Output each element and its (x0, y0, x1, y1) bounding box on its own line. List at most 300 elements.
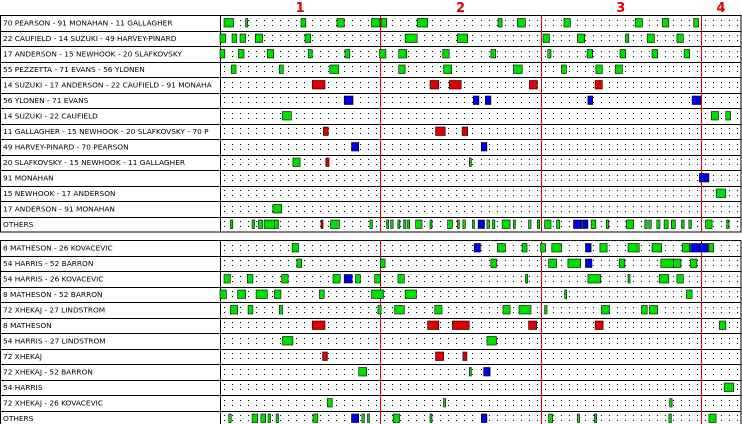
minute-dot (376, 128, 377, 129)
minute-dot (288, 312, 289, 313)
minute-dot (729, 180, 730, 181)
minute-dot (529, 369, 530, 370)
minute-dot (633, 206, 634, 207)
minute-dot (304, 221, 305, 222)
minute-dot (665, 327, 666, 328)
minute-dot (288, 353, 289, 354)
shift-mark-green (264, 220, 275, 229)
minute-dot (625, 265, 626, 266)
minute-dot (737, 20, 738, 21)
minute-dot (376, 144, 377, 145)
minute-dot (505, 281, 506, 282)
minute-dot (593, 343, 594, 344)
shift-mark-green (232, 34, 237, 43)
minute-dot (328, 281, 329, 282)
minute-dot (577, 144, 578, 145)
minute-dot (248, 56, 249, 57)
grid-layer (0, 15, 741, 424)
minute-dot (344, 221, 345, 222)
minute-dot (392, 307, 393, 308)
minute-dot (312, 71, 313, 72)
minute-dot (392, 260, 393, 261)
minute-dot (272, 195, 273, 196)
minute-dot (376, 245, 377, 246)
shift-mark-blue (485, 96, 491, 105)
minute-dot (224, 353, 225, 354)
minute-dot (304, 113, 305, 114)
minute-dot (232, 82, 233, 83)
minute-dot (657, 291, 658, 292)
minute-dot (721, 291, 722, 292)
minute-dot (248, 87, 249, 88)
minute-dot (497, 343, 498, 344)
minute-dot (577, 66, 578, 67)
minute-dot (649, 353, 650, 354)
minute-dot (352, 211, 353, 212)
minute-dot (537, 312, 538, 313)
minute-dot (625, 415, 626, 416)
shift-mark-green (615, 65, 622, 74)
minute-dot (689, 400, 690, 401)
minute-dot (553, 206, 554, 207)
minute-dot (432, 51, 433, 52)
minute-dot (248, 20, 249, 21)
minute-dot (529, 71, 530, 72)
minute-dot (456, 190, 457, 191)
minute-dot (368, 221, 369, 222)
minute-dot (400, 245, 401, 246)
minute-dot (240, 353, 241, 354)
minute-dot (352, 374, 353, 375)
minute-dot (697, 296, 698, 297)
minute-dot (392, 113, 393, 114)
minute-dot (601, 180, 602, 181)
minute-dot (553, 211, 554, 212)
minute-dot (240, 149, 241, 150)
minute-dot (609, 420, 610, 421)
minute-dot (416, 56, 417, 57)
minute-dot (481, 35, 482, 36)
minute-dot (673, 118, 674, 119)
minute-dot (673, 374, 674, 375)
minute-dot (384, 415, 385, 416)
minute-dot (553, 369, 554, 370)
minute-dot (464, 276, 465, 277)
minute-dot (264, 307, 265, 308)
minute-dot (569, 40, 570, 41)
minute-dot (481, 374, 482, 375)
minute-dot (392, 56, 393, 57)
row-label: 8 MATHESON (3, 320, 52, 330)
minute-dot (408, 400, 409, 401)
minute-dot (400, 40, 401, 41)
row-label: OTHERS (3, 219, 34, 229)
minute-dot (537, 281, 538, 282)
minute-dot (505, 343, 506, 344)
shift-mark-green (727, 220, 729, 229)
minute-dot (561, 281, 562, 282)
minute-dot (689, 175, 690, 176)
minute-dot (320, 353, 321, 354)
minute-dot (665, 102, 666, 103)
minute-dot (232, 296, 233, 297)
minute-dot (272, 25, 273, 26)
minute-dot (328, 226, 329, 227)
minute-dot (296, 102, 297, 103)
minute-dot (432, 369, 433, 370)
minute-dot (633, 291, 634, 292)
minute-dot (336, 400, 337, 401)
minute-dot (633, 307, 634, 308)
minute-dot (641, 40, 642, 41)
minute-dot (489, 66, 490, 67)
minute-dot (224, 164, 225, 165)
minute-dot (416, 400, 417, 401)
minute-dot (657, 66, 658, 67)
minute-dot (344, 71, 345, 72)
minute-dot (641, 291, 642, 292)
shift-mark-green (557, 220, 560, 229)
minute-dot (569, 374, 570, 375)
minute-dot (456, 307, 457, 308)
minute-dot (344, 353, 345, 354)
minute-dot (593, 420, 594, 421)
minute-dot (609, 159, 610, 160)
minute-dot (689, 374, 690, 375)
minute-dot (665, 82, 666, 83)
minute-dot (737, 281, 738, 282)
minute-dot (649, 149, 650, 150)
minute-dot (296, 296, 297, 297)
minute-dot (304, 164, 305, 165)
minute-dot (416, 144, 417, 145)
shift-mark-green (537, 220, 539, 229)
minute-dot (601, 159, 602, 160)
minute-dot (448, 291, 449, 292)
shift-mark-green (375, 275, 381, 284)
minute-dot (601, 211, 602, 212)
minute-dot (529, 159, 530, 160)
minute-dot (553, 195, 554, 196)
minute-dot (432, 353, 433, 354)
minute-dot (472, 296, 473, 297)
minute-dot (497, 180, 498, 181)
minute-dot (561, 206, 562, 207)
minute-dot (416, 82, 417, 83)
minute-dot (272, 82, 273, 83)
minute-dot (344, 175, 345, 176)
minute-dot (577, 128, 578, 129)
minute-dot (248, 71, 249, 72)
minute-dot (352, 250, 353, 251)
minute-dot (497, 118, 498, 119)
minute-dot (248, 369, 249, 370)
minute-dot (689, 25, 690, 26)
minute-dot (657, 164, 658, 165)
minute-dot (721, 128, 722, 129)
minute-dot (328, 66, 329, 67)
minute-dot (344, 82, 345, 83)
minute-dot (705, 51, 706, 52)
minute-dot (328, 211, 329, 212)
minute-dot (280, 180, 281, 181)
minute-dot (649, 97, 650, 98)
minute-dot (288, 164, 289, 165)
minute-dot (609, 133, 610, 134)
minute-dot (625, 322, 626, 323)
minute-dot (408, 102, 409, 103)
shift-mark-green (677, 34, 683, 43)
minute-dot (344, 327, 345, 328)
minute-dot (272, 144, 273, 145)
minute-dot (649, 56, 650, 57)
minute-dot (649, 374, 650, 375)
minute-dot (384, 159, 385, 160)
shift-mark-green (404, 220, 406, 229)
minute-dot (360, 343, 361, 344)
shift-mark-green (562, 65, 567, 74)
minute-dot (593, 51, 594, 52)
minute-dot (609, 25, 610, 26)
minute-dot (569, 128, 570, 129)
minute-dot (384, 87, 385, 88)
minute-dot (224, 400, 225, 401)
minute-dot (360, 338, 361, 339)
minute-dot (553, 97, 554, 98)
minute-dot (280, 400, 281, 401)
minute-dot (240, 97, 241, 98)
minute-dot (601, 206, 602, 207)
minute-dot (737, 260, 738, 261)
minute-dot (464, 374, 465, 375)
minute-dot (585, 144, 586, 145)
minute-dot (448, 374, 449, 375)
minute-dot (721, 260, 722, 261)
minute-dot (368, 250, 369, 251)
shift-mark-green (517, 19, 525, 28)
minute-dot (288, 51, 289, 52)
minute-dot (240, 343, 241, 344)
minute-dot (424, 353, 425, 354)
minute-dot (440, 118, 441, 119)
minute-dot (609, 118, 610, 119)
minute-dot (569, 291, 570, 292)
minute-dot (713, 384, 714, 385)
minute-dot (593, 245, 594, 246)
minute-dot (609, 358, 610, 359)
minute-dot (472, 40, 473, 41)
minute-dot (240, 420, 241, 421)
minute-dot (689, 40, 690, 41)
minute-dot (625, 307, 626, 308)
minute-dot (304, 82, 305, 83)
minute-dot (617, 307, 618, 308)
minute-dot (641, 82, 642, 83)
minute-dot (585, 206, 586, 207)
minute-dot (384, 358, 385, 359)
shift-mark-green (405, 34, 417, 43)
minute-dot (737, 66, 738, 67)
minute-dot (272, 291, 273, 292)
minute-dot (617, 195, 618, 196)
minute-dot (657, 327, 658, 328)
minute-dot (737, 25, 738, 26)
minute-dot (296, 353, 297, 354)
minute-dot (697, 113, 698, 114)
minute-dot (673, 144, 674, 145)
minute-dot (280, 415, 281, 416)
minute-dot (673, 40, 674, 41)
minute-dot (232, 343, 233, 344)
minute-dot (577, 102, 578, 103)
minute-dot (368, 190, 369, 191)
minute-dot (721, 226, 722, 227)
minute-dot (689, 118, 690, 119)
minute-dot (705, 343, 706, 344)
minute-dot (529, 102, 530, 103)
minute-dot (392, 133, 393, 134)
minute-dot (569, 250, 570, 251)
minute-dot (633, 82, 634, 83)
minute-dot (376, 113, 377, 114)
minute-dot (288, 296, 289, 297)
minute-dot (577, 291, 578, 292)
minute-dot (593, 338, 594, 339)
minute-dot (384, 40, 385, 41)
minute-dot (737, 206, 738, 207)
minute-dot (336, 113, 337, 114)
shift-mark-green (716, 189, 726, 198)
minute-dot (232, 250, 233, 251)
minute-dot (529, 296, 530, 297)
minute-dot (513, 322, 514, 323)
minute-dot (376, 384, 377, 385)
minute-dot (737, 51, 738, 52)
minute-dot (344, 291, 345, 292)
minute-dot (641, 405, 642, 406)
minute-dot (296, 369, 297, 370)
minute-dot (248, 353, 249, 354)
minute-dot (376, 195, 377, 196)
minute-dot (352, 206, 353, 207)
minute-dot (545, 159, 546, 160)
minute-dot (609, 245, 610, 246)
minute-dot (240, 144, 241, 145)
minute-dot (408, 322, 409, 323)
minute-dot (577, 384, 578, 385)
minute-dot (376, 250, 377, 251)
minute-dot (529, 211, 530, 212)
minute-dot (232, 245, 233, 246)
minute-dot (673, 164, 674, 165)
minute-dot (481, 327, 482, 328)
minute-dot (625, 87, 626, 88)
panel-1-frame (1, 16, 742, 233)
minute-dot (585, 389, 586, 390)
minute-dot (424, 415, 425, 416)
minute-dot (248, 226, 249, 227)
minute-dot (344, 149, 345, 150)
minute-dot (256, 56, 257, 57)
minute-dot (537, 374, 538, 375)
minute-dot (296, 97, 297, 98)
minute-dot (497, 420, 498, 421)
minute-dot (697, 128, 698, 129)
minute-dot (641, 343, 642, 344)
minute-dot (737, 144, 738, 145)
minute-dot (456, 384, 457, 385)
minute-dot (497, 358, 498, 359)
minute-dot (577, 245, 578, 246)
minute-dot (713, 56, 714, 57)
shift-mark-red (452, 321, 469, 330)
minute-dot (368, 66, 369, 67)
minute-dot (376, 190, 377, 191)
minute-dot (553, 190, 554, 191)
minute-dot (665, 113, 666, 114)
minute-dot (336, 307, 337, 308)
minute-dot (464, 211, 465, 212)
shift-mark-green (238, 50, 244, 59)
minute-dot (472, 211, 473, 212)
minute-dot (537, 159, 538, 160)
minute-dot (448, 415, 449, 416)
minute-dot (529, 276, 530, 277)
minute-dot (344, 87, 345, 88)
minute-dot (280, 164, 281, 165)
minute-dot (505, 291, 506, 292)
minute-dot (609, 260, 610, 261)
shift-mark-green (650, 306, 658, 315)
minute-dot (232, 338, 233, 339)
minute-dot (697, 175, 698, 176)
minute-dot (577, 25, 578, 26)
minute-dot (224, 128, 225, 129)
minute-dot (593, 20, 594, 21)
minute-dot (665, 384, 666, 385)
minute-dot (561, 113, 562, 114)
minute-dot (248, 211, 249, 212)
minute-dot (264, 128, 265, 129)
minute-dot (456, 180, 457, 181)
minute-dot (721, 405, 722, 406)
minute-dot (224, 175, 225, 176)
minute-dot (737, 149, 738, 150)
minute-dot (737, 245, 738, 246)
minute-dot (424, 245, 425, 246)
minute-dot (697, 164, 698, 165)
minute-dot (304, 276, 305, 277)
minute-dot (392, 206, 393, 207)
minute-dot (649, 384, 650, 385)
minute-dot (400, 343, 401, 344)
minute-dot (328, 420, 329, 421)
minute-dot (609, 369, 610, 370)
minute-dot (593, 327, 594, 328)
minute-dot (529, 66, 530, 67)
minute-dot (472, 87, 473, 88)
minute-dot (304, 312, 305, 313)
minute-dot (489, 281, 490, 282)
minute-dot (713, 322, 714, 323)
minute-dot (705, 87, 706, 88)
minute-dot (376, 405, 377, 406)
minute-dot (376, 82, 377, 83)
minute-dot (505, 175, 506, 176)
minute-dot (328, 322, 329, 323)
minute-dot (376, 102, 377, 103)
minute-dot (368, 133, 369, 134)
